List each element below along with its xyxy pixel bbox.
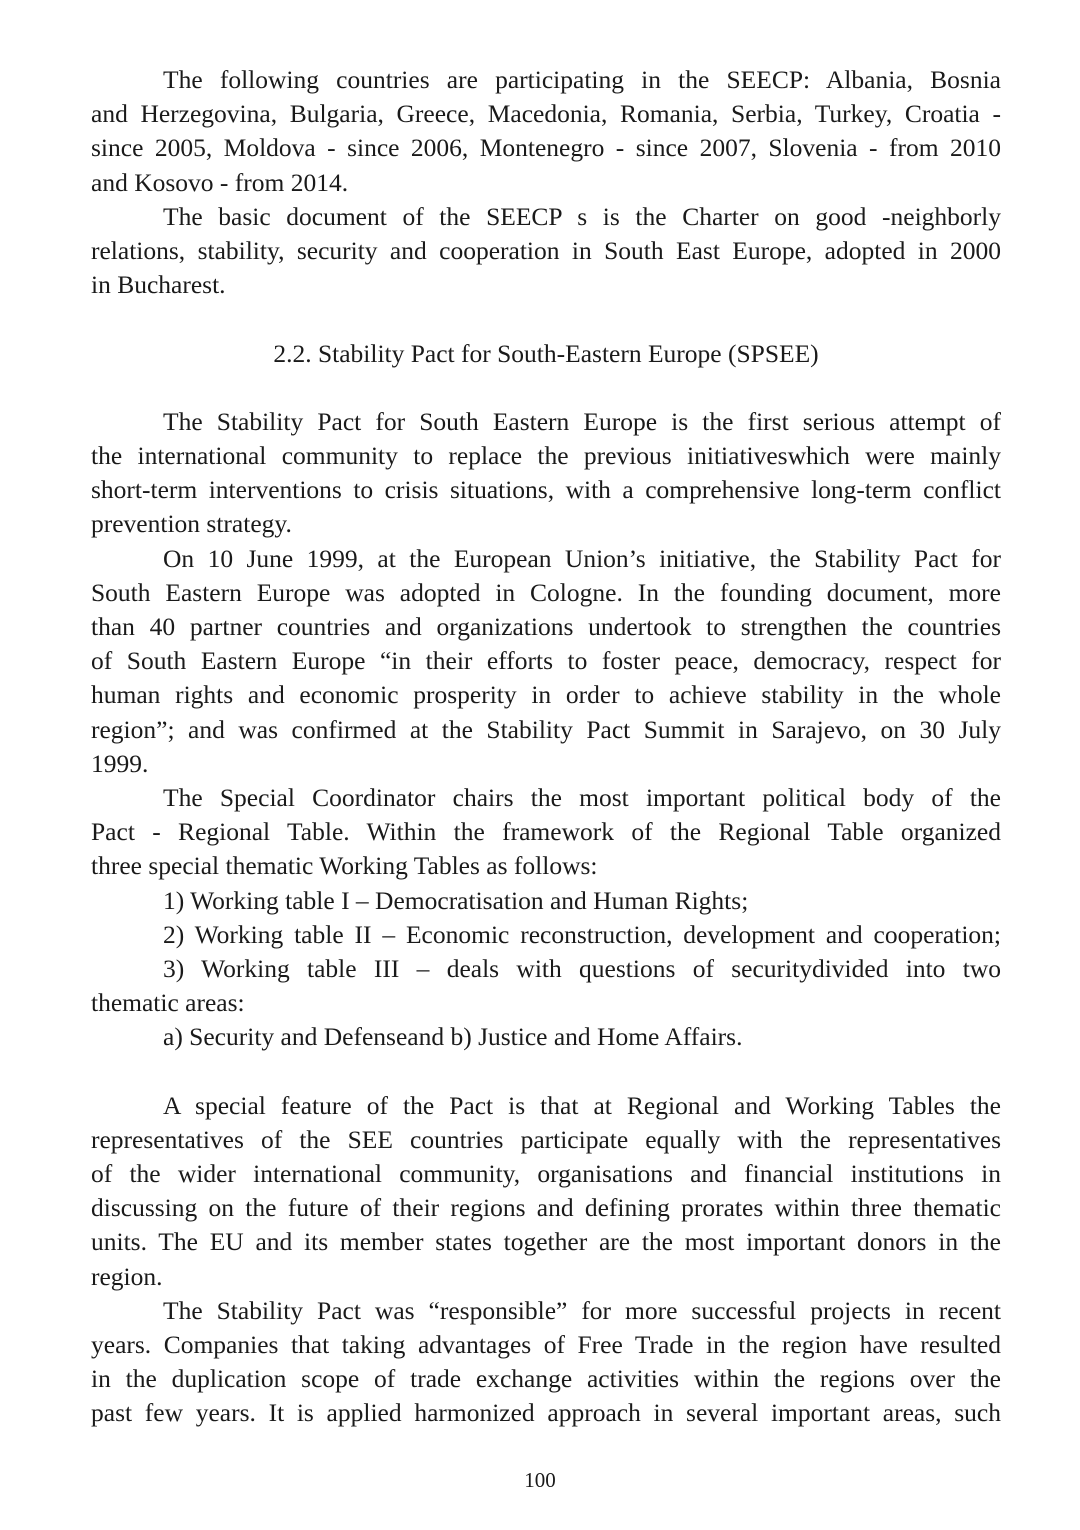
text-line: Pact - Regional Table. Within the framework of the Regional Table organized (91, 817, 1001, 847)
list-item-continuation: thematic areas: (91, 988, 245, 1018)
text-line: region. (91, 1261, 163, 1291)
paragraph-cologne-adoption (91, 542, 1001, 781)
text-line: and Herzegovina, Bulgaria, Greece, Macedonia, Romania, Serbia, Turkey, Croatia - (91, 99, 1001, 129)
list-item: 3) Working table III – deals with questions of securitydivided into two (163, 953, 1001, 983)
text-line: The Stability Pact was “responsible” for more successful projects in recent (163, 1295, 1001, 1325)
text-line: than 40 partner countries and organizations undertook to strengthen the countries (91, 612, 1001, 641)
text-line: On 10 June 1999, at the European Union’s initiative, the Stability Pact for (163, 543, 1001, 573)
paragraph-stability-pact-intro (91, 405, 1001, 542)
text-line: A special feature of the Pact is that at Regional and Working Tables the (163, 1090, 1001, 1120)
list-item: 2) Working table II – Economic reconstruction, development and cooperation; (163, 919, 1001, 949)
text-line: years. Companies that taking advantages of Free Trade in the region have resulted (91, 1329, 1001, 1359)
text-line: past few years. It is applied harmonized approach in several important areas, such (91, 1398, 1001, 1428)
text-line: three special thematic Working Tables as follows: (91, 851, 598, 881)
spacer (91, 302, 1001, 336)
text-line: region”; and was confirmed at the Stability Pact Summit in Sarajevo, on 30 July (91, 714, 1001, 744)
text-line: The Stability Pact for South Eastern Europe is the first serious attempt of (163, 406, 1001, 436)
paragraph-special-feature (91, 1089, 1001, 1294)
text-line: The following countries are participating in the SEECP: Albania, Bosnia (163, 65, 1001, 94)
text-line: The Special Coordinator chairs the most important political body of the (163, 782, 1001, 812)
spacer (91, 1054, 1001, 1088)
text-line: the international community to replace the previous initiativeswhich were mainly (91, 441, 1001, 471)
text-line: 1999. (91, 748, 149, 778)
paragraph-seecp-participants (91, 63, 1001, 200)
page-body (91, 63, 1001, 1431)
working-tables-list (91, 884, 1001, 1055)
text-line: units. The EU and its member states together are the most important donors in the (91, 1227, 1001, 1257)
text-line: of South Eastern Europe “in their efforts to foster peace, democracy, respect for (91, 646, 1001, 676)
paragraph-special-coordinator (91, 781, 1001, 884)
text-line: relations, stability, security and cooperation in South East Europe, adopted in 2000 (91, 235, 1001, 265)
page-number: 100 (524, 1468, 556, 1492)
text-line: and Kosovo - from 2014. (91, 167, 349, 197)
spacer (91, 371, 1001, 405)
section-heading: 2.2. Stability Pact for South-Eastern Europe (SPSEE) (273, 338, 819, 368)
text-line: prevention strategy. (91, 509, 292, 539)
text-line: short-term interventions to crisis situations, with a comprehensive long-term conflict (91, 475, 1001, 505)
text-line: The basic document of the SEECP s is the Charter on good -neighborly (163, 201, 1001, 231)
text-line: discussing on the future of their regions and defining prorates within three thematic (91, 1193, 1001, 1223)
paragraph-responsible-projects (91, 1294, 1001, 1431)
list-item: a) Security and Defenseand b) Justice and Home Affairs. (163, 1022, 743, 1052)
text-line: representatives of the SEE countries participate equally with the representatives (91, 1124, 1001, 1154)
text-line: South Eastern Europe was adopted in Cologne. In the founding document, more (91, 577, 1001, 607)
text-line: since 2005, Moldova - since 2006, Montenegro - since 2007, Slovenia - from 2010 (91, 133, 1001, 163)
text-line: of the wider international community, organisations and financial institutions in (91, 1159, 1001, 1188)
text-line: human rights and economic prosperity in order to achieve stability in the whole (91, 680, 1001, 710)
text-line: in Bucharest. (91, 270, 226, 300)
text-line: in the duplication scope of trade exchange activities within the regions over the (91, 1364, 1001, 1394)
list-item: 1) Working table I – Democratisation and Human Rights; (163, 885, 749, 915)
paragraph-seecp-charter (91, 200, 1001, 303)
